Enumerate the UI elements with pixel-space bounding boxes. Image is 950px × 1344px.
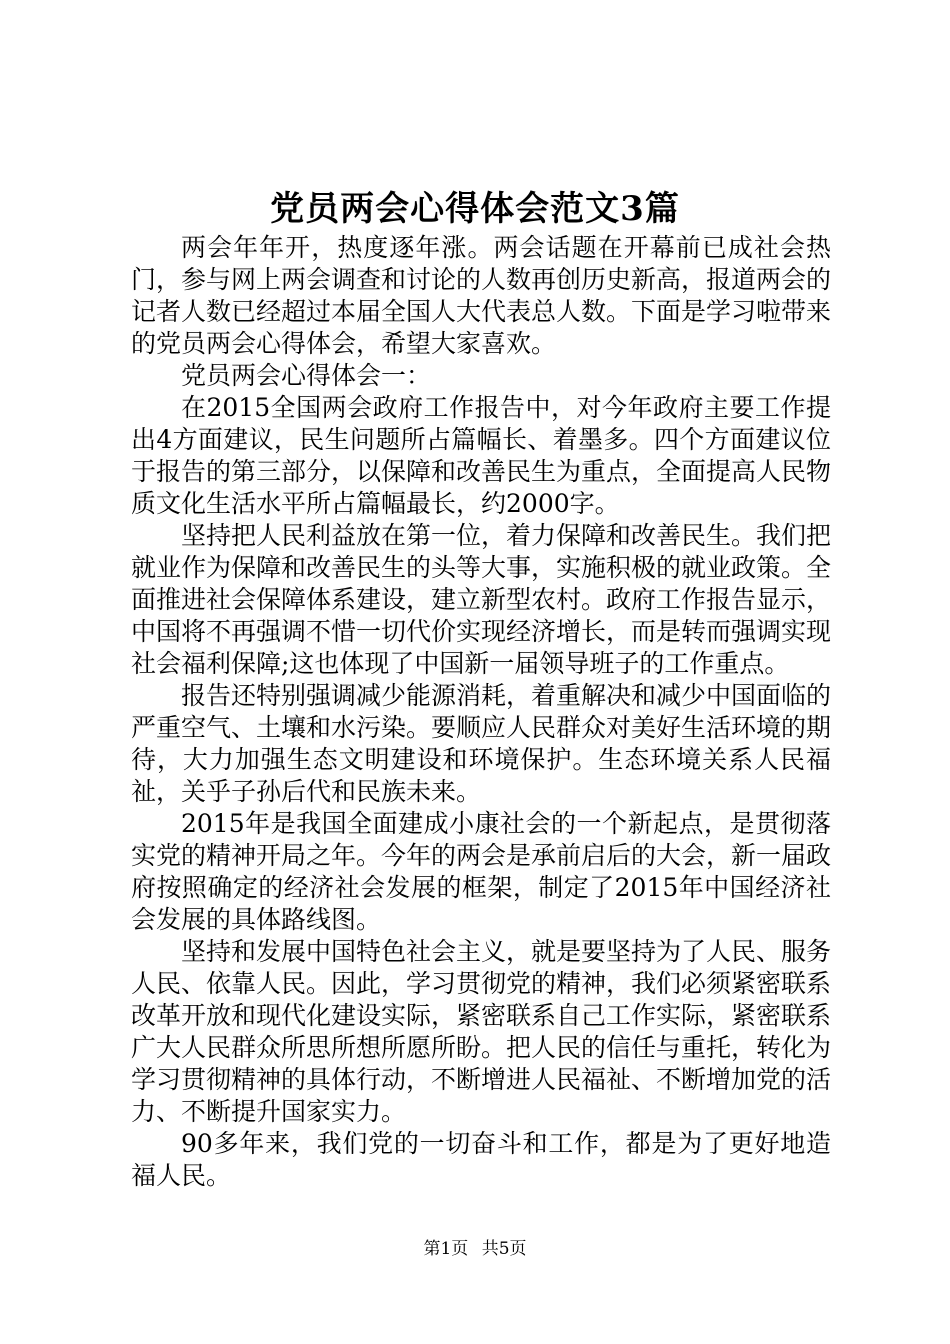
page-number: 第1页 [423,1239,469,1259]
document-title: 党员两会心得体会范文3篇 [270,189,680,229]
paragraph: 坚持把人民利益放在第一位，着力保障和改善民生。我们把就业作为保障和改善民生的头等大事，实施积极的就业政策。全面推进社会保障体系建设，建立新型农村。政府工作报告显示，中国将不再强调不惜一切代价实现经济增长，而是转而强调实现社会福利保障;这也体现了中国新一届领导班子的工作重点。 [131,521,832,678]
paragraph: 2015年是我国全面建成小康社会的一个新起点，是贯彻落实党的精神开局之年。今年的两会是承前启后的大会，新一届政府按照确定的经济社会发展的框架，制定了2015年中国经济社会发展的具体路线图。 [131,809,832,934]
page-total: 共5页 [481,1239,527,1259]
paragraph: 报告还特别强调减少能源消耗，着重解决和减少中国面临的严重空气、土壤和水污染。要顺应人民群众对美好生活环境的期待，大力加强生态文明建设和环境保护。生态环境关系人民福祉，关乎子孙后代和民族未来。 [131,681,832,806]
paragraph: 90多年来，我们党的一切奋斗和工作，都是为了更好地造福人民。 [131,1129,831,1190]
section-heading: 党员两会心得体会一： [181,361,432,390]
page-footer [0,1238,950,1260]
paragraph: 在2015全国两会政府工作报告中，对今年政府主要工作提出4方面建议，民生问题所占篇幅长、着墨多。四个方面建议位于报告的第三部分，以保障和改善民生为重点，全面提高人民物质文化生活水平所占篇幅最长，约2000字。 [131,393,832,518]
paragraph: 坚持和发展中国特色社会主义，就是要坚持为了人民、服务人民、依靠人民。因此，学习贯彻党的精神，我们必须紧密联系改革开放和现代化建设实际，紧密联系自己工作实际，紧密联系广大人民群众所思所想所愿所盼。把人民的信任与重托，转化为学习贯彻精神的具体行动，不断增进人民福祉、不断增加党的活力、不断提升国家实力。 [131,937,832,1126]
document-body [131,232,831,1192]
paragraph: 两会年年开，热度逐年涨。两会话题在开幕前已成社会热门，参与网上两会调查和讨论的人数再创历史新高，报道两会的记者人数已经超过本届全国人大代表总人数。下面是学习啦带来的党员两会心得体会，希望大家喜欢。 [131,233,832,358]
